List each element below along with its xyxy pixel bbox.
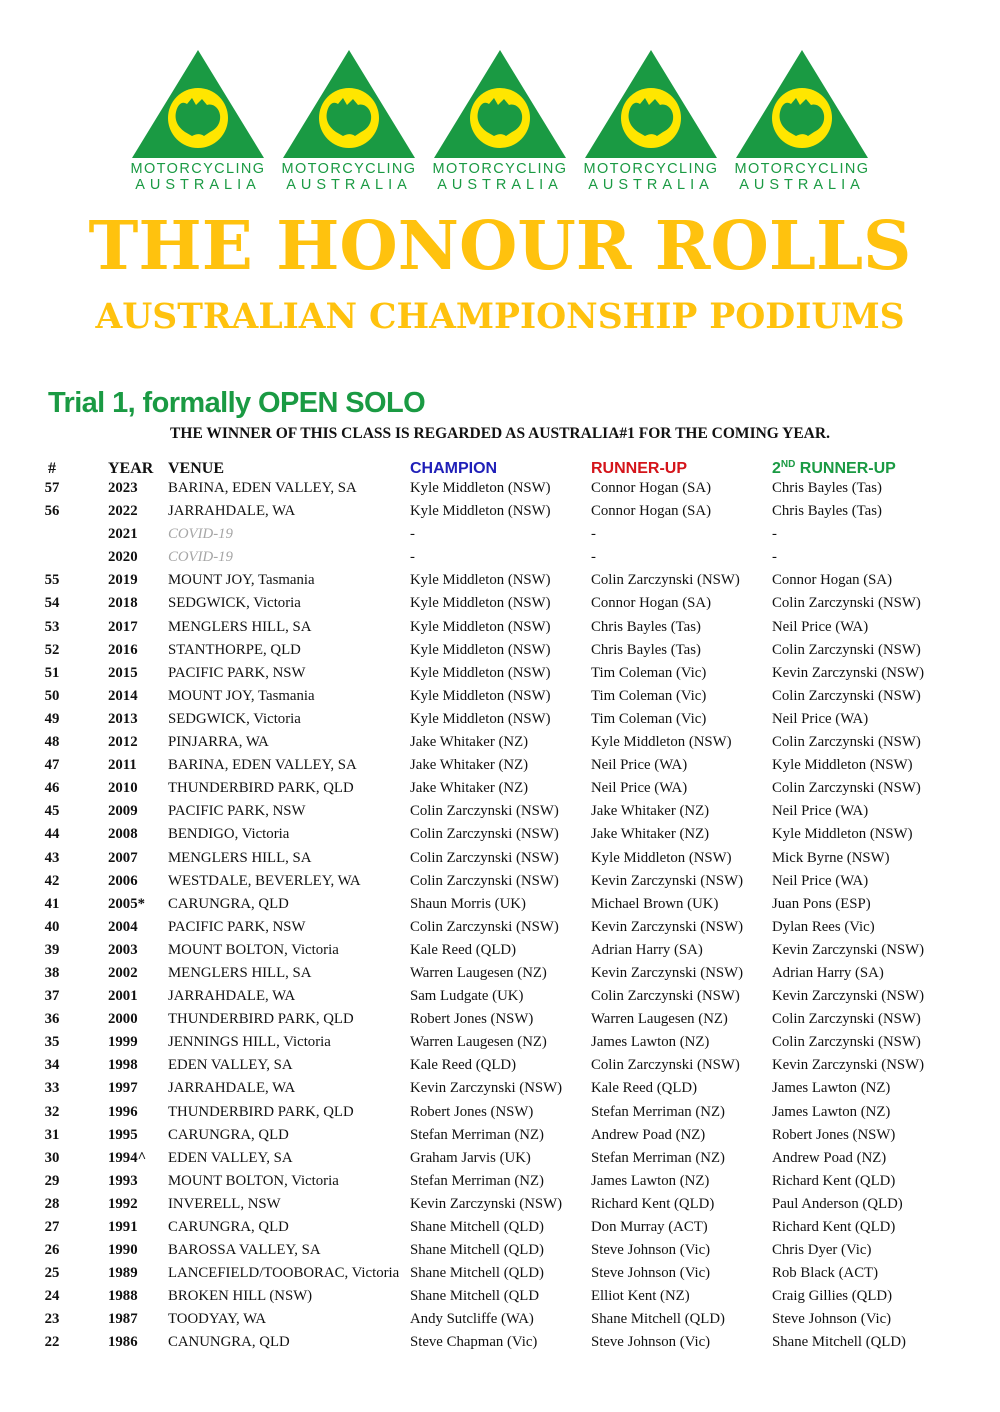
table-row bbox=[0, 1331, 1000, 1354]
cell-second: Neil Price (WA) bbox=[772, 803, 869, 820]
cell-champion: Jake Whitaker (NZ) bbox=[410, 734, 529, 751]
logo-line2: AUSTRALIA bbox=[588, 177, 714, 193]
cell-num: 26 bbox=[44, 1242, 60, 1259]
cell-second: Craig Gillies (QLD) bbox=[772, 1288, 892, 1305]
cell-year: 2014 bbox=[108, 687, 138, 704]
cell-num: 30 bbox=[44, 1149, 60, 1166]
cell-year: 2009 bbox=[108, 803, 138, 820]
cell-num: 45 bbox=[44, 803, 60, 820]
cell-champion: Colin Zarczynski (NSW) bbox=[410, 826, 559, 843]
cell-num: 29 bbox=[44, 1172, 60, 1189]
cell-year: 2012 bbox=[108, 734, 138, 751]
cell-second: Kyle Middleton (NSW) bbox=[772, 757, 913, 774]
cell-runner-up: Chris Bayles (Tas) bbox=[591, 641, 701, 658]
cell-runner-up: Steve Johnson (Vic) bbox=[591, 1334, 711, 1351]
cell-second: Neil Price (WA) bbox=[772, 710, 869, 727]
table-row bbox=[0, 870, 1000, 893]
cell-year: 2016 bbox=[108, 641, 138, 658]
cell-second: - bbox=[772, 549, 777, 566]
cell-venue: MOUNT BOLTON, Victoria bbox=[168, 941, 339, 958]
table-row bbox=[0, 1308, 1000, 1331]
cell-year: 2003 bbox=[108, 941, 138, 958]
cell-champion: Steve Chapman (Vic) bbox=[410, 1334, 538, 1351]
header-venue: VENUE bbox=[168, 460, 225, 477]
table-row bbox=[0, 1147, 1000, 1170]
cell-num: 39 bbox=[44, 941, 60, 958]
cell-year: 2006 bbox=[108, 872, 138, 889]
table-row bbox=[0, 546, 1000, 569]
cell-venue: CARUNGRA, QLD bbox=[168, 1126, 289, 1143]
cell-champion: Robert Jones (NSW) bbox=[410, 1011, 534, 1028]
cell-runner-up: Neil Price (WA) bbox=[591, 780, 688, 797]
cell-runner-up: Colin Zarczynski (NSW) bbox=[591, 1057, 740, 1074]
cell-runner-up: Don Murray (ACT) bbox=[591, 1219, 708, 1235]
cell-champion: Shane Mitchell (QLD) bbox=[410, 1219, 544, 1235]
cell-num: 36 bbox=[44, 1011, 60, 1028]
cell-venue: STANTHORPE, QLD bbox=[168, 641, 301, 658]
cell-second: Neil Price (WA) bbox=[772, 872, 869, 889]
cell-runner-up: Stefan Merriman (NZ) bbox=[591, 1149, 725, 1166]
table-row bbox=[0, 1101, 1000, 1124]
cell-champion: Kale Reed (QLD) bbox=[410, 1057, 516, 1074]
cell-num: 31 bbox=[44, 1126, 60, 1143]
cell-year: 1991 bbox=[108, 1219, 138, 1235]
logo-line1: MOTORCYCLING bbox=[130, 161, 266, 177]
cell-venue: JARRAHDALE, WA bbox=[168, 1080, 296, 1097]
cell-num: 35 bbox=[44, 1034, 60, 1051]
table-row bbox=[0, 1239, 1000, 1262]
cell-champion: Warren Laugesen (NZ) bbox=[410, 964, 547, 981]
cell-champion: Colin Zarczynski (NSW) bbox=[410, 872, 559, 889]
cell-num: 49 bbox=[44, 710, 60, 727]
table-row bbox=[0, 1262, 1000, 1285]
table-row bbox=[0, 639, 1000, 662]
cell-num: 23 bbox=[44, 1311, 60, 1328]
header-num: # bbox=[48, 460, 56, 477]
cell-runner-up: Neil Price (WA) bbox=[591, 757, 688, 774]
cell-num: 55 bbox=[44, 572, 60, 589]
cell-second: Chris Bayles (Tas) bbox=[772, 480, 882, 496]
cell-runner-up: Richard Kent (QLD) bbox=[591, 1195, 715, 1212]
cell-venue: PACIFIC PARK, NSW bbox=[168, 803, 306, 820]
class-title: Trial 1, formally OPEN SOLO bbox=[48, 387, 426, 419]
cell-champion: Kyle Middleton (NSW) bbox=[410, 641, 551, 658]
table-row bbox=[0, 823, 1000, 846]
table-row bbox=[0, 662, 1000, 685]
cell-second: Neil Price (WA) bbox=[772, 618, 869, 635]
ma-triangle-icon bbox=[281, 48, 417, 160]
cell-venue: BARINA, EDEN VALLEY, SA bbox=[168, 480, 357, 496]
cell-second: Kevin Zarczynski (NSW) bbox=[772, 941, 925, 958]
table-row bbox=[0, 1124, 1000, 1147]
cell-second: Robert Jones (NSW) bbox=[772, 1126, 896, 1143]
cell-year: 2010 bbox=[108, 780, 138, 797]
cell-second: Colin Zarczynski (NSW) bbox=[772, 687, 921, 704]
ma-logo bbox=[428, 48, 572, 194]
cell-venue: INVERELL, NSW bbox=[168, 1195, 281, 1212]
cell-num: 48 bbox=[44, 734, 60, 751]
table-row bbox=[0, 800, 1000, 823]
cell-year: 2005* bbox=[108, 895, 145, 912]
cell-year: 2017 bbox=[108, 618, 138, 635]
cell-num: 27 bbox=[44, 1219, 60, 1235]
cell-year: 1994^ bbox=[108, 1149, 147, 1166]
cell-year: 1998 bbox=[108, 1057, 138, 1074]
table-row bbox=[0, 962, 1000, 985]
cell-runner-up: Stefan Merriman (NZ) bbox=[591, 1103, 725, 1120]
table-row bbox=[0, 477, 1000, 500]
cell-runner-up: Warren Laugesen (NZ) bbox=[591, 1011, 728, 1028]
cell-runner-up: James Lawton (NZ) bbox=[591, 1172, 710, 1189]
cell-runner-up: James Lawton (NZ) bbox=[591, 1034, 710, 1051]
cell-runner-up: Jake Whitaker (NZ) bbox=[591, 826, 710, 843]
cell-venue: BENDIGO, Victoria bbox=[168, 826, 290, 843]
cell-second: Steve Johnson (Vic) bbox=[772, 1311, 892, 1328]
ma-logo bbox=[579, 48, 723, 194]
cell-venue: MENGLERS HILL, SA bbox=[168, 618, 312, 635]
table-row bbox=[0, 500, 1000, 523]
page-title: THE HONOUR ROLLS bbox=[88, 206, 912, 285]
cell-venue: JENNINGS HILL, Victoria bbox=[168, 1034, 331, 1051]
logo-row bbox=[126, 48, 876, 194]
cell-champion: Graham Jarvis (UK) bbox=[410, 1149, 531, 1166]
logo-line1: MOTORCYCLING bbox=[583, 161, 719, 177]
cell-champion: Kyle Middleton (NSW) bbox=[410, 572, 551, 589]
cell-runner-up: Chris Bayles (Tas) bbox=[591, 618, 701, 635]
cell-year: 1987 bbox=[108, 1311, 138, 1328]
cell-year: 1995 bbox=[108, 1126, 138, 1143]
ma-logo bbox=[126, 48, 270, 194]
table-row bbox=[0, 1170, 1000, 1193]
cell-num: 24 bbox=[44, 1288, 60, 1305]
cell-second: Rob Black (ACT) bbox=[772, 1265, 879, 1282]
cell-runner-up: Shane Mitchell (QLD) bbox=[591, 1311, 725, 1328]
cell-num: 40 bbox=[44, 918, 60, 935]
cell-year: 2015 bbox=[108, 664, 138, 681]
cell-champion: - bbox=[410, 549, 415, 566]
cell-champion: Kevin Zarczynski (NSW) bbox=[410, 1080, 563, 1097]
cell-venue: JARRAHDALE, WA bbox=[168, 988, 296, 1005]
cell-second: Kevin Zarczynski (NSW) bbox=[772, 1057, 925, 1074]
cell-num: 43 bbox=[44, 849, 60, 866]
cell-runner-up: Colin Zarczynski (NSW) bbox=[591, 988, 740, 1005]
header-champion: CHAMPION bbox=[410, 460, 498, 477]
cell-second: Colin Zarczynski (NSW) bbox=[772, 734, 921, 751]
cell-runner-up: Connor Hogan (SA) bbox=[591, 503, 712, 520]
header-second-prefix: 2 bbox=[772, 460, 781, 477]
table-row bbox=[0, 777, 1000, 800]
cell-year: 2011 bbox=[108, 757, 137, 774]
table-row bbox=[0, 523, 1000, 546]
cell-num: 28 bbox=[44, 1195, 60, 1212]
cell-runner-up: Kale Reed (QLD) bbox=[591, 1080, 697, 1097]
cell-champion: Stefan Merriman (NZ) bbox=[410, 1172, 544, 1189]
ma-triangle-icon bbox=[583, 48, 719, 160]
cell-champion: Kyle Middleton (NSW) bbox=[410, 480, 551, 496]
results-table bbox=[0, 477, 1000, 1355]
cell-venue: JARRAHDALE, WA bbox=[168, 503, 296, 520]
cell-year: 2023 bbox=[108, 480, 138, 496]
logo-line2: AUSTRALIA bbox=[135, 177, 261, 193]
cell-year: 2008 bbox=[108, 826, 138, 843]
cell-year: 1990 bbox=[108, 1242, 138, 1259]
cell-venue: THUNDERBIRD PARK, QLD bbox=[168, 1011, 354, 1028]
cell-venue: PACIFIC PARK, NSW bbox=[168, 918, 306, 935]
logo-line1: MOTORCYCLING bbox=[281, 161, 417, 177]
cell-champion: Kyle Middleton (NSW) bbox=[410, 687, 551, 704]
cell-second: Colin Zarczynski (NSW) bbox=[772, 595, 921, 612]
cell-num: 33 bbox=[44, 1080, 60, 1097]
cell-year: 2001 bbox=[108, 988, 138, 1005]
page-subtitle: AUSTRALIAN CHAMPIONSHIP PODIUMS bbox=[95, 297, 905, 337]
cell-runner-up: - bbox=[591, 526, 596, 543]
cell-venue: COVID-19 bbox=[168, 549, 233, 566]
cell-num: 57 bbox=[44, 480, 60, 496]
cell-num: 52 bbox=[44, 641, 60, 658]
cell-runner-up: Michael Brown (UK) bbox=[591, 895, 719, 912]
cell-champion: Shaun Morris (UK) bbox=[410, 895, 526, 912]
cell-runner-up: Tim Coleman (Vic) bbox=[591, 710, 707, 727]
cell-champion: Kyle Middleton (NSW) bbox=[410, 503, 551, 520]
cell-num: 34 bbox=[44, 1057, 60, 1074]
logo-line1: MOTORCYCLING bbox=[432, 161, 568, 177]
cell-runner-up: Kevin Zarczynski (NSW) bbox=[591, 918, 744, 935]
cell-second: Colin Zarczynski (NSW) bbox=[772, 641, 921, 658]
cell-venue: MOUNT JOY, Tasmania bbox=[168, 572, 315, 589]
table-row bbox=[0, 916, 1000, 939]
cell-champion: Kale Reed (QLD) bbox=[410, 941, 516, 958]
header-year: YEAR bbox=[108, 460, 154, 477]
cell-venue: MENGLERS HILL, SA bbox=[168, 849, 312, 866]
logo-line1: MOTORCYCLING bbox=[734, 161, 870, 177]
cell-year: 1986 bbox=[108, 1334, 138, 1351]
cell-year: 1997 bbox=[108, 1080, 138, 1097]
cell-champion: Colin Zarczynski (NSW) bbox=[410, 849, 559, 866]
cell-champion: Jake Whitaker (NZ) bbox=[410, 757, 529, 774]
cell-year: 1999 bbox=[108, 1034, 138, 1051]
cell-year: 2018 bbox=[108, 595, 138, 612]
cell-year: 2022 bbox=[108, 503, 138, 520]
cell-num: 38 bbox=[44, 964, 60, 981]
ma-triangle-icon bbox=[130, 48, 266, 160]
logo-line2: AUSTRALIA bbox=[286, 177, 412, 193]
header-second-label: RUNNER-UP bbox=[795, 460, 896, 477]
cell-num: 50 bbox=[44, 687, 60, 704]
cell-year: 2004 bbox=[108, 918, 138, 935]
cell-year: 1992 bbox=[108, 1195, 138, 1212]
cell-year: 2002 bbox=[108, 964, 138, 981]
table-row bbox=[0, 1285, 1000, 1308]
cell-second: Colin Zarczynski (NSW) bbox=[772, 1011, 921, 1028]
cell-venue: EDEN VALLEY, SA bbox=[168, 1149, 293, 1166]
cell-year: 2000 bbox=[108, 1011, 138, 1028]
cell-second: James Lawton (NZ) bbox=[772, 1103, 891, 1120]
cell-second: Colin Zarczynski (NSW) bbox=[772, 1034, 921, 1051]
ma-logo bbox=[730, 48, 874, 194]
cell-runner-up: Connor Hogan (SA) bbox=[591, 480, 712, 496]
cell-venue: SEDGWICK, Victoria bbox=[168, 710, 301, 727]
cell-champion: - bbox=[410, 526, 415, 543]
cell-runner-up: Kevin Zarczynski (NSW) bbox=[591, 964, 744, 981]
table-row bbox=[0, 708, 1000, 731]
table-row bbox=[0, 939, 1000, 962]
cell-year: 2013 bbox=[108, 710, 138, 727]
table-row bbox=[0, 847, 1000, 870]
cell-num: 25 bbox=[44, 1265, 60, 1282]
cell-year: 2019 bbox=[108, 572, 138, 589]
cell-second: Kevin Zarczynski (NSW) bbox=[772, 988, 925, 1005]
cell-second: Mick Byrne (NSW) bbox=[772, 849, 890, 866]
cell-second: Andrew Poad (NZ) bbox=[772, 1149, 887, 1166]
table-row bbox=[0, 685, 1000, 708]
cell-champion: Kyle Middleton (NSW) bbox=[410, 618, 551, 635]
cell-second: - bbox=[772, 526, 777, 543]
cell-runner-up: Adrian Harry (SA) bbox=[591, 941, 703, 958]
ma-logo bbox=[277, 48, 421, 194]
cell-venue: PACIFIC PARK, NSW bbox=[168, 664, 306, 681]
logo-line2: AUSTRALIA bbox=[739, 177, 865, 193]
table-row bbox=[0, 592, 1000, 615]
cell-champion: Kyle Middleton (NSW) bbox=[410, 595, 551, 612]
table-row bbox=[0, 1008, 1000, 1031]
cell-second: Kevin Zarczynski (NSW) bbox=[772, 664, 925, 681]
header-second-sup: ND bbox=[780, 459, 796, 470]
cell-runner-up: Steve Johnson (Vic) bbox=[591, 1265, 711, 1282]
header-runner-up: RUNNER-UP bbox=[591, 460, 687, 477]
cell-venue: MOUNT JOY, Tasmania bbox=[168, 687, 315, 704]
cell-venue: BAROSSA VALLEY, SA bbox=[168, 1242, 321, 1259]
table-row bbox=[0, 731, 1000, 754]
cell-second: Juan Pons (ESP) bbox=[772, 895, 871, 912]
table-row bbox=[0, 985, 1000, 1008]
cell-second: Chris Dyer (Vic) bbox=[772, 1242, 872, 1259]
cell-venue: TOODYAY, WA bbox=[168, 1311, 267, 1328]
cell-year: 1996 bbox=[108, 1103, 138, 1120]
cell-venue: CANUNGRA, QLD bbox=[168, 1334, 290, 1351]
table-row bbox=[0, 1193, 1000, 1216]
cell-runner-up: Steve Johnson (Vic) bbox=[591, 1242, 711, 1259]
cell-second: Colin Zarczynski (NSW) bbox=[772, 780, 921, 797]
class-note: THE WINNER OF THIS CLASS IS REGARDED AS AUSTRALIA#1 FOR THE COMING YEAR. bbox=[170, 425, 830, 442]
ma-triangle-icon bbox=[734, 48, 870, 160]
cell-venue: CARUNGRA, QLD bbox=[168, 895, 289, 912]
cell-venue: COVID-19 bbox=[168, 526, 233, 543]
cell-champion: Shane Mitchell (QLD) bbox=[410, 1265, 544, 1282]
table-row bbox=[0, 1054, 1000, 1077]
cell-year: 1989 bbox=[108, 1265, 138, 1282]
cell-num: 22 bbox=[44, 1334, 60, 1351]
cell-venue: MOUNT BOLTON, Victoria bbox=[168, 1172, 339, 1189]
cell-num: 37 bbox=[44, 988, 60, 1005]
cell-second: James Lawton (NZ) bbox=[772, 1080, 891, 1097]
cell-venue: THUNDERBIRD PARK, QLD bbox=[168, 780, 354, 797]
cell-champion: Stefan Merriman (NZ) bbox=[410, 1126, 544, 1143]
table-row bbox=[0, 616, 1000, 639]
cell-year: 1993 bbox=[108, 1172, 138, 1189]
cell-num: 42 bbox=[44, 872, 60, 889]
cell-champion: Shane Mitchell (QLD bbox=[410, 1288, 540, 1305]
cell-champion: Sam Ludgate (UK) bbox=[410, 988, 524, 1005]
cell-year: 2020 bbox=[108, 549, 138, 566]
cell-champion: Kyle Middleton (NSW) bbox=[410, 664, 551, 681]
cell-second: Paul Anderson (QLD) bbox=[772, 1195, 903, 1212]
table-row bbox=[0, 754, 1000, 777]
cell-second: Dylan Rees (Vic) bbox=[772, 918, 875, 935]
cell-runner-up: Tim Coleman (Vic) bbox=[591, 687, 707, 704]
cell-champion: Shane Mitchell (QLD) bbox=[410, 1242, 544, 1259]
cell-year: 2021 bbox=[108, 526, 138, 543]
cell-runner-up: Kyle Middleton (NSW) bbox=[591, 849, 732, 866]
cell-num: 54 bbox=[44, 595, 60, 612]
cell-venue: BARINA, EDEN VALLEY, SA bbox=[168, 757, 357, 774]
cell-runner-up: Kevin Zarczynski (NSW) bbox=[591, 872, 744, 889]
cell-second: Kyle Middleton (NSW) bbox=[772, 826, 913, 843]
cell-venue: BROKEN HILL (NSW) bbox=[168, 1288, 313, 1305]
cell-champion: Colin Zarczynski (NSW) bbox=[410, 918, 559, 935]
cell-champion: Kevin Zarczynski (NSW) bbox=[410, 1195, 563, 1212]
cell-num: 41 bbox=[44, 895, 60, 912]
table-row bbox=[0, 893, 1000, 916]
cell-second: Connor Hogan (SA) bbox=[772, 572, 893, 589]
cell-venue: WESTDALE, BEVERLEY, WA bbox=[168, 872, 361, 889]
cell-num: 56 bbox=[44, 503, 60, 520]
cell-runner-up: Andrew Poad (NZ) bbox=[591, 1126, 706, 1143]
table-row bbox=[0, 1031, 1000, 1054]
cell-venue: CARUNGRA, QLD bbox=[168, 1219, 289, 1235]
table-row bbox=[0, 569, 1000, 592]
cell-year: 1988 bbox=[108, 1288, 138, 1305]
cell-year: 2007 bbox=[108, 849, 138, 866]
cell-runner-up: Kyle Middleton (NSW) bbox=[591, 734, 732, 751]
cell-champion: Colin Zarczynski (NSW) bbox=[410, 803, 559, 820]
cell-runner-up: Connor Hogan (SA) bbox=[591, 595, 712, 612]
cell-runner-up: Tim Coleman (Vic) bbox=[591, 664, 707, 681]
cell-num: 51 bbox=[44, 664, 60, 681]
cell-champion: Kyle Middleton (NSW) bbox=[410, 710, 551, 727]
logo-line2: AUSTRALIA bbox=[437, 177, 563, 193]
table-row bbox=[0, 1216, 1000, 1239]
cell-runner-up: Elliot Kent (NZ) bbox=[591, 1288, 690, 1305]
ma-triangle-icon bbox=[432, 48, 568, 160]
cell-venue: EDEN VALLEY, SA bbox=[168, 1057, 293, 1074]
cell-runner-up: Jake Whitaker (NZ) bbox=[591, 803, 710, 820]
cell-champion: Andy Sutcliffe (WA) bbox=[410, 1311, 534, 1328]
cell-second: Chris Bayles (Tas) bbox=[772, 503, 882, 520]
cell-venue: LANCEFIELD/TOOBORAC, Victoria bbox=[168, 1265, 400, 1282]
cell-runner-up: - bbox=[591, 549, 596, 566]
cell-second: Adrian Harry (SA) bbox=[772, 964, 884, 981]
cell-venue: SEDGWICK, Victoria bbox=[168, 595, 301, 612]
cell-champion: Robert Jones (NSW) bbox=[410, 1103, 534, 1120]
table-row bbox=[0, 1077, 1000, 1100]
cell-num: 46 bbox=[44, 780, 60, 797]
cell-venue: PINJARRA, WA bbox=[168, 734, 269, 751]
cell-num: 44 bbox=[44, 826, 60, 843]
cell-num: 53 bbox=[44, 618, 60, 635]
cell-champion: Warren Laugesen (NZ) bbox=[410, 1034, 547, 1051]
cell-second: Shane Mitchell (QLD) bbox=[772, 1334, 906, 1351]
cell-num: 47 bbox=[44, 757, 60, 774]
cell-runner-up: Colin Zarczynski (NSW) bbox=[591, 572, 740, 589]
cell-second: Richard Kent (QLD) bbox=[772, 1172, 896, 1189]
cell-venue: MENGLERS HILL, SA bbox=[168, 964, 312, 981]
cell-num: 32 bbox=[44, 1103, 60, 1120]
cell-venue: THUNDERBIRD PARK, QLD bbox=[168, 1103, 354, 1120]
cell-champion: Jake Whitaker (NZ) bbox=[410, 780, 529, 797]
cell-second: Richard Kent (QLD) bbox=[772, 1219, 896, 1235]
